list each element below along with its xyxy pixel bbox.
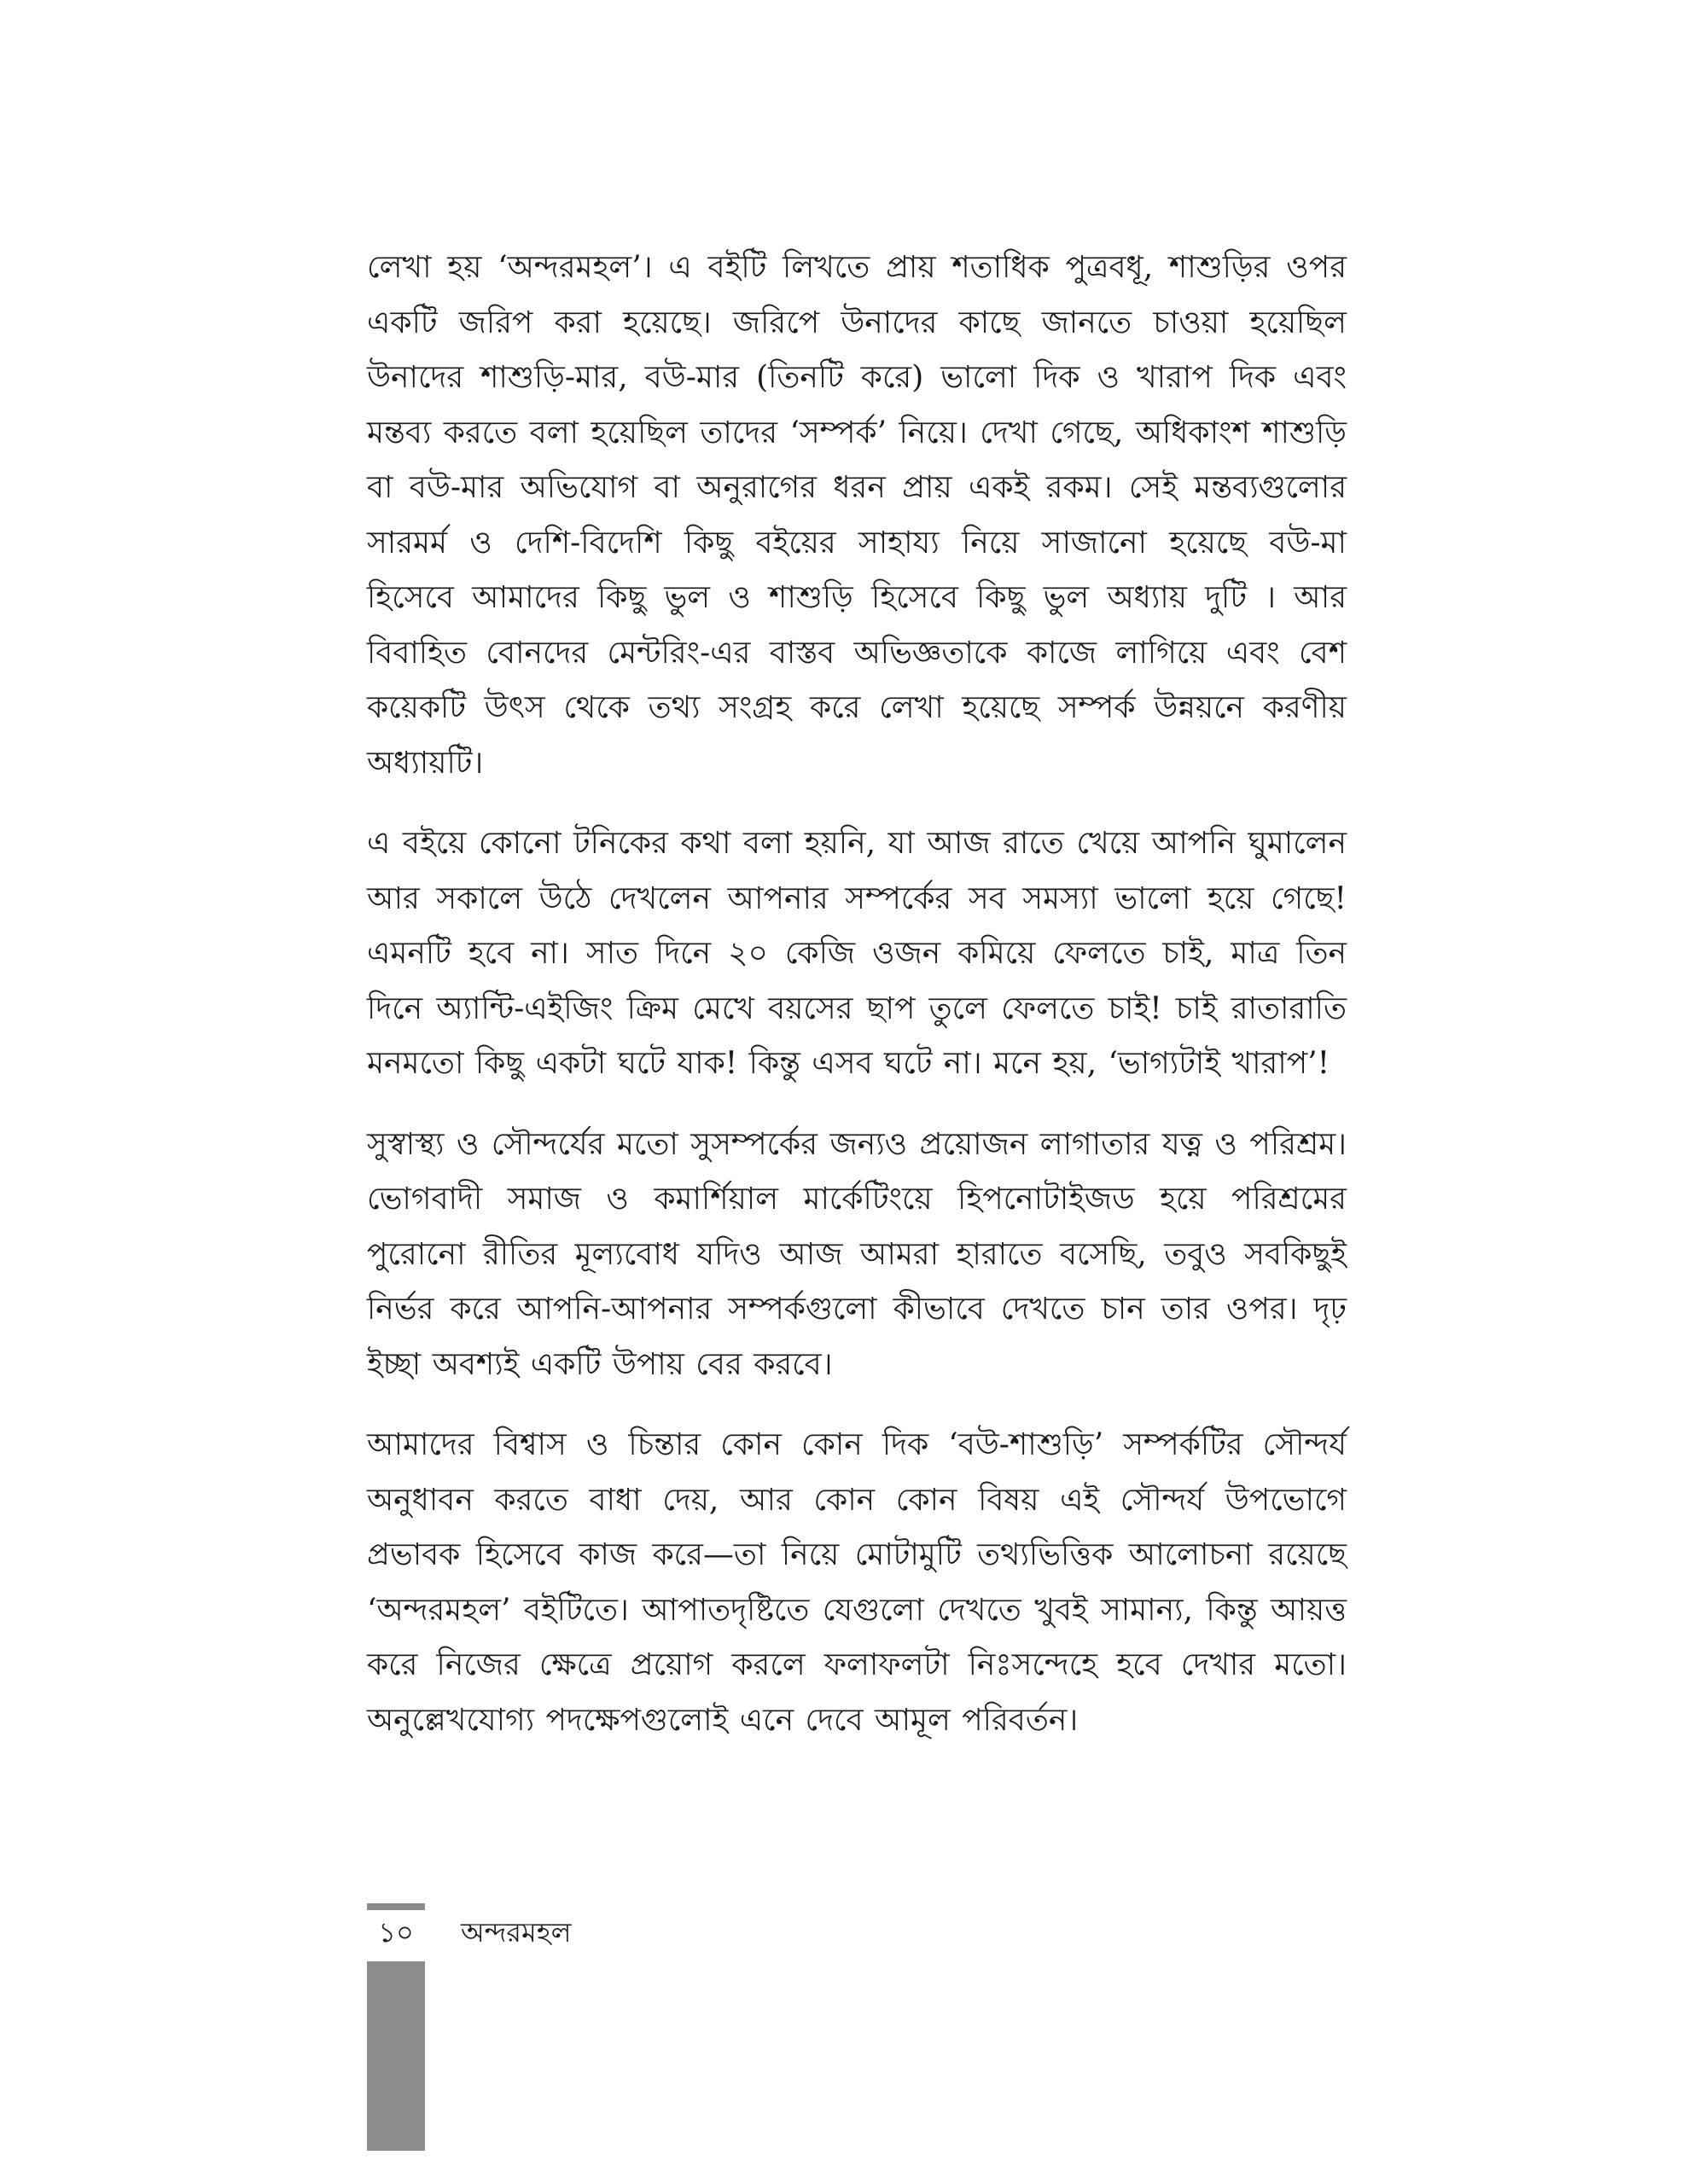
- footer-top-rule: [367, 1903, 425, 1910]
- footer-tab-block: [367, 1961, 425, 2151]
- page-number: ১০: [378, 1916, 414, 1949]
- body-text: [367, 241, 1347, 1774]
- paragraph-3: সুস্বাস্থ্য ও সৌন্দর্যের মতো সুসম্পর্কের জন্যও প্রয়োজন লাগাতার যত্ন ও পরিশ্রম। ভোগবাদী সমাজ ও কমার্শিয়াল মার্কেটিংয়ে হিপনোটাইজড হয়ে পরিশ্রমের পুরোনো রীতির মূল্যবোধ যদিও আজ আমরা হারাতে বসেছি, তবুও সবকিছুই নির্ভর করে আপনি-আপনার সম্পর্কগুলো কীভাবে দেখতে চান তার ওপর। দৃঢ় ইচ্ছা অবশ্যই একটি উপায় বের করবে।: [367, 1126, 1347, 1382]
- paragraph-4: আমাদের বিশ্বাস ও চিন্তার কোন কোন দিক ‘বউ-শাশুড়ি’ সম্পর্কটির সৌন্দর্য অনুধাবন করতে বাধা দেয়, আর কোন কোন বিষয় এই সৌন্দর্য উপভোগে প্রভাবক হিসেবে কাজ করে—তা নিয়ে মোটামুটি তথ্যভিত্তিক আলোচনা রয়েছে ‘অন্দরমহল’ বইটিতে। আপাতদৃষ্টিতে যেগুলো দেখতে খুবই সামান্য, কিন্তু আয়ত্ত করে নিজের ক্ষেত্রে প্রয়োগ করলে ফলাফলটা নিঃসন্দেহে হবে দেখার মতো। অনুল্লেখযোগ্য পদক্ষেপগুলোই এনে দেবে আমূল পরিবর্তন।: [367, 1427, 1347, 1738]
- running-title: অন্দরমহল: [461, 1916, 572, 1949]
- paragraph-1: লেখা হয় ‘অন্দরমহল’। এ বইটি লিখতে প্রায় শতাধিক পুত্রবধূ, শাশুড়ির ওপর একটি জরিপ করা হয়েছে। জরিপে উনাদের কাছে জানতে চাওয়া হয়েছিল উনাদের শাশুড়ি-মার, বউ-মার (তিনটি করে) ভালো দিক ও খারাপ দিক এবং মন্তব্য করতে বলা হয়েছিল তাদের ‘সম্পর্ক’ নিয়ে। দেখা গেছে, অধিকাংশ শাশুড়ি বা বউ-মার অভিযোগ বা অনুরাগের ধরন প্রায় একই রকম। সেই মন্তব্যগুলোর সারমর্ম ও দেশি-বিদেশি কিছু বইয়ের সাহায্য নিয়ে সাজানো হয়েছে বউ-মা হিসেবে আমাদের কিছু ভুল ও শাশুড়ি হিসেবে কিছু ভুল অধ্যায় দুটি । আর বিবাহিত বোনদের মেন্টরিং-এর বাস্তব অভিজ্ঞতাকে কাজে লাগিয়ে এবং বেশ কয়েকটি উৎস থেকে তথ্য সংগ্রহ করে লেখা হয়েছে সম্পর্ক উন্নয়নে করণীয় অধ্যায়টি।: [367, 250, 1347, 781]
- paragraph-2: এ বইয়ে কোনো টনিকের কথা বলা হয়নি, যা আজ রাতে খেয়ে আপনি ঘুমালেন আর সকালে উঠে দেখলেন আপনার সম্পর্কের সব সমস্যা ভালো হয়ে গেছে! এমনটি হবে না। সাত দিনে ২০ কেজি ওজন কমিয়ে ফেলতে চাই, মাত্র তিন দিনে অ্যান্টি-এইজিং ক্রিম মেখে বয়সের ছাপ তুলে ফেলতে চাই! চাই রাতারাতি মনমতো কিছু একটা ঘটে যাক! কিন্তু এসব ঘটে না। মনে হয়, ‘ভাগ্যটাই খারাপ’!: [367, 826, 1347, 1081]
